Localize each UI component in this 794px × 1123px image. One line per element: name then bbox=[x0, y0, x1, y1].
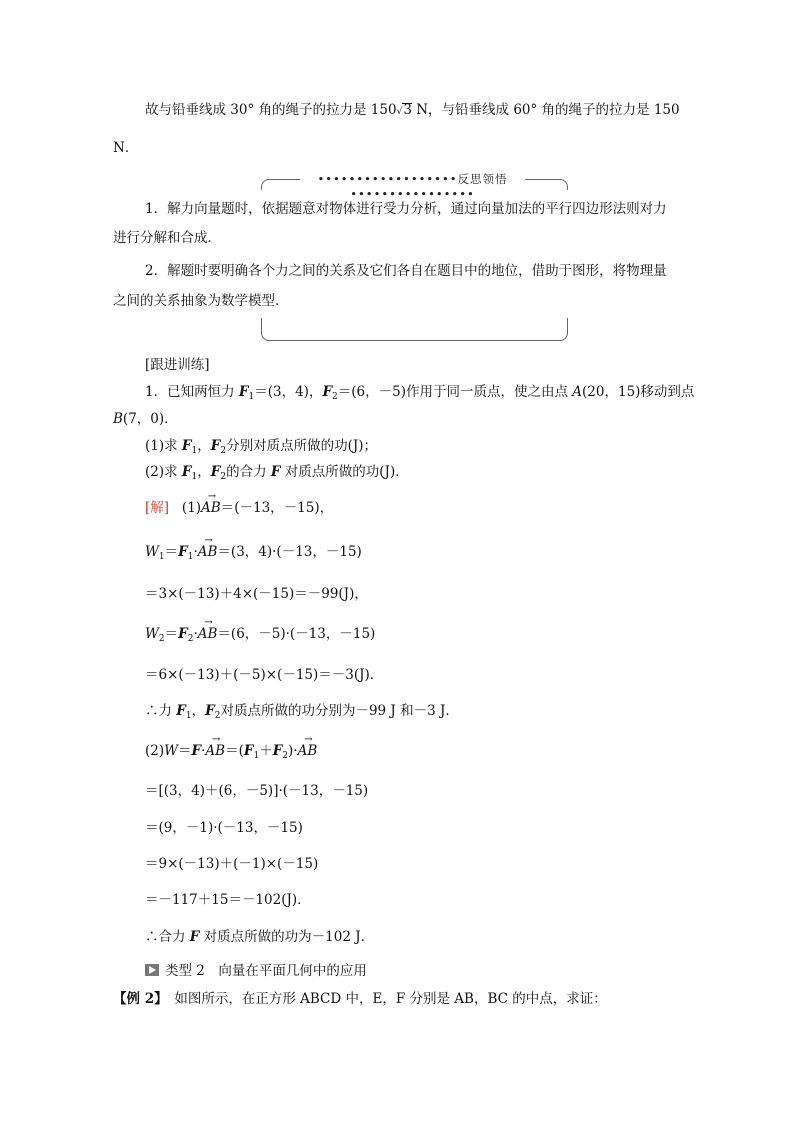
solution-line-11: ＝－117＋15＝－102(J)． bbox=[145, 892, 311, 908]
reflection-point-2: 2．解题时要明确各个力之间的关系及它们各自在题目中的地位，借助于图形，将物理量 bbox=[145, 263, 667, 279]
play-arrow-icon bbox=[145, 964, 159, 976]
solution-line-8: ＝[(3，4)＋(6，－5)]·(－13，－15) bbox=[145, 783, 369, 799]
tension-sentence-cont: N． bbox=[113, 140, 139, 156]
reflection-title: ••••••••••••••••••反思领悟•••••••••••••••• bbox=[300, 171, 525, 201]
solution-tag: [解] bbox=[145, 500, 170, 516]
reflection-point-1-cont: 进行分解和合成． bbox=[113, 230, 221, 246]
solution-line-10: ＝9×(－13)＋(－1)×(－15) bbox=[145, 856, 319, 872]
reflection-point-2-cont: 之间的关系抽象为数学模型． bbox=[113, 293, 289, 309]
reflection-point-1: 1．解力向量题时，依据题意对物体进行受力分析，通过向量加法的平行四边形法则对力 bbox=[145, 201, 667, 217]
solution-line-3: ＝3×(－13)＋4×(－15)＝－99(J)， bbox=[145, 586, 368, 602]
solution-line-12: ∴合力 F 对质点所做的功为－102 J． bbox=[145, 929, 375, 945]
type-2-heading: 类型 2 向量在平面几何中的应用 bbox=[145, 962, 367, 980]
example-2: 【例 2】 如图所示，在正方形 ABCD 中，E，F 分别是 AB，BC 的中点，求证： bbox=[113, 991, 607, 1007]
solution-line-7: $(2)W=F\cdot\to AB=(F_1+F_2)\cdot\to$ AB bbox=[145, 742, 317, 765]
practice-question-1-cont: B(7，0)． bbox=[113, 411, 178, 427]
practice-header: [跟进训练] bbox=[145, 357, 210, 373]
sqrt-value: 3 bbox=[403, 102, 412, 118]
solution-line-2: $W_1=F_1\cdot\to AB=(3$，4)·(－13，－15) bbox=[145, 543, 362, 566]
reflection-frame-bottom bbox=[261, 318, 568, 341]
practice-subquestion-2: (2)求 $F_1$，$F_2$的合力 F 对质点所做的功(J)． bbox=[145, 464, 409, 482]
solution-line-5: ＝6×(－13)＋(－5)×(－15)＝－3(J)． bbox=[145, 667, 384, 683]
solution-line-1: [解] (1)→ AB＝(－13，－15)， bbox=[145, 499, 333, 517]
solution-line-6: ∴力 $F_1$，$F_2$对质点所做的功分别为－99 J 和－3 J． bbox=[145, 703, 459, 721]
practice-subquestion-1: (1)求 $F_1$，$F_2$分别对质点所做的功(J)； bbox=[145, 438, 378, 456]
solution-line-4: $W_2=F_2\cdot\to AB=(6$，－5)·(－13，－15) bbox=[145, 625, 375, 648]
practice-question-1: 1．已知两恒力 $F_1=(3$，4)，$F_2=(6$，－5)作用于同一质点，使之由点 A(20，15)移动到点 bbox=[145, 384, 695, 402]
tension-sentence: 故与铅垂线成 30° 角的绳子的拉力是 150√3 N，与铅垂线成 60° 角的绳子的拉力是 150 bbox=[145, 102, 680, 118]
example-2-tag: 【例 2】 bbox=[113, 991, 161, 1007]
solution-line-9: ＝(9，－1)·(－13，－15) bbox=[145, 820, 303, 836]
